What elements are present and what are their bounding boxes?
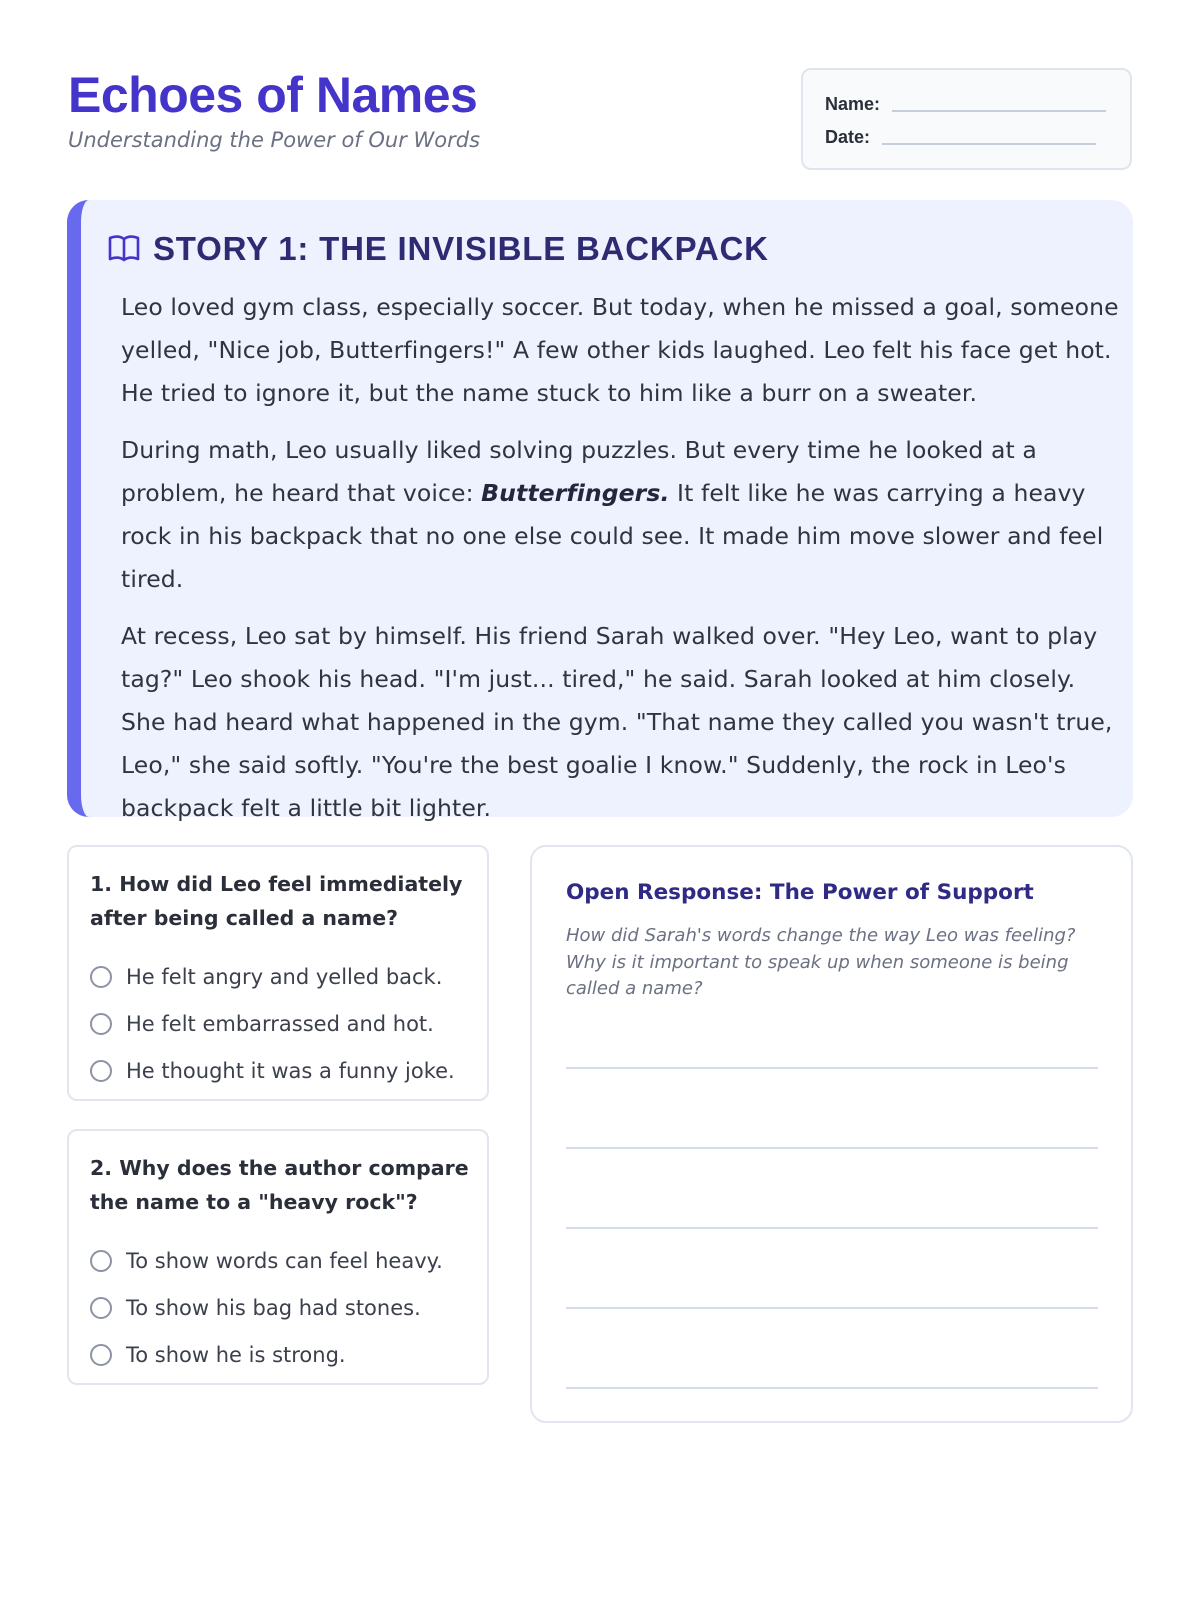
- open-response-card: [530, 845, 1133, 1423]
- radio-button[interactable]: [90, 1013, 112, 1035]
- story-text-segment: During math, Leo usually liked solving puzzles. But every time he looked at a problem, he heard that voice:: [121, 436, 1037, 507]
- page-title: Echoes of Names: [68, 67, 478, 123]
- question-card-2: [67, 1129, 489, 1385]
- option-label: He felt embarrassed and hot.: [126, 1011, 434, 1036]
- answer-option[interactable]: [90, 1047, 455, 1094]
- story-paragraph: At recess, Leo sat by himself. His friend Sarah walked over. "Hey Leo, want to play tag?" Leo shook his head. "I'm just... tired," he said. Sarah looked at him closely. She had heard what happened in the gym. "That name they called you wasn't true, Leo," she said softly. "You're the best goalie I know." Suddenly, the rock in Leo's backpack felt a little bit lighter.: [121, 622, 1113, 822]
- answer-option[interactable]: [90, 953, 455, 1000]
- open-response-title: Open Response: The Power of Support: [566, 880, 1034, 905]
- writing-line[interactable]: [566, 1387, 1098, 1389]
- student-info-box: [801, 68, 1132, 170]
- story-header: [107, 230, 769, 268]
- name-row: [825, 94, 1106, 115]
- radio-button[interactable]: [90, 1060, 112, 1082]
- answer-option[interactable]: [90, 1284, 443, 1331]
- option-label: He felt angry and yelled back.: [126, 964, 443, 989]
- date-label: Date:: [825, 127, 871, 147]
- open-response-prompt: How did Sarah's words change the way Leo was feeling? Why is it important to speak up when someone is being called a name?: [566, 925, 1076, 999]
- story-text: [121, 286, 1121, 844]
- option-label: He thought it was a funny joke.: [126, 1058, 455, 1083]
- option-label: To show he is strong.: [126, 1342, 346, 1367]
- radio-button[interactable]: [90, 1344, 112, 1366]
- option-label: To show words can feel heavy.: [126, 1248, 443, 1273]
- question-text: 1. How did Leo feel immediately after being called a name?: [90, 872, 463, 930]
- open-book-icon: [107, 234, 141, 264]
- radio-button[interactable]: [90, 966, 112, 988]
- story-text-segment: It felt like he was carrying a heavy rock in his backpack that no one else could see. It made him move slower and feel tired.: [121, 479, 1104, 593]
- writing-line[interactable]: [566, 1147, 1098, 1149]
- writing-line[interactable]: [566, 1067, 1098, 1069]
- radio-button[interactable]: [90, 1297, 112, 1319]
- story-title: STORY 1: THE INVISIBLE BACKPACK: [153, 230, 769, 267]
- page-subtitle: Understanding the Power of Our Words: [68, 128, 481, 152]
- writing-line[interactable]: [566, 1307, 1098, 1309]
- story-panel: [67, 200, 1133, 822]
- option-label: To show his bag had stones.: [126, 1295, 421, 1320]
- writing-line[interactable]: [566, 1227, 1098, 1229]
- answer-option[interactable]: [90, 1331, 443, 1378]
- answer-options: [90, 953, 455, 1094]
- answer-option[interactable]: [90, 1237, 443, 1284]
- date-field[interactable]: [882, 143, 1096, 145]
- name-label: Name:: [825, 94, 881, 114]
- question-card-1: [67, 845, 489, 1101]
- answer-options: [90, 1237, 443, 1378]
- date-row: [825, 127, 1096, 148]
- story-emphasis: Butterfingers.: [481, 479, 670, 507]
- question-text: 2. Why does the author compare the name to a "heavy rock"?: [90, 1156, 469, 1214]
- story-paragraph: Leo loved gym class, especially soccer. But today, when he missed a goal, someone yelled, "Nice job, Butterfingers!" A few other kids laughed. Leo felt his face get hot. He tried to ignore it, but the name stuck to him like a burr on a sweater.: [121, 293, 1119, 407]
- radio-button[interactable]: [90, 1250, 112, 1272]
- name-field[interactable]: [892, 110, 1106, 112]
- story-paragraph: [121, 429, 1121, 601]
- answer-option[interactable]: [90, 1000, 455, 1047]
